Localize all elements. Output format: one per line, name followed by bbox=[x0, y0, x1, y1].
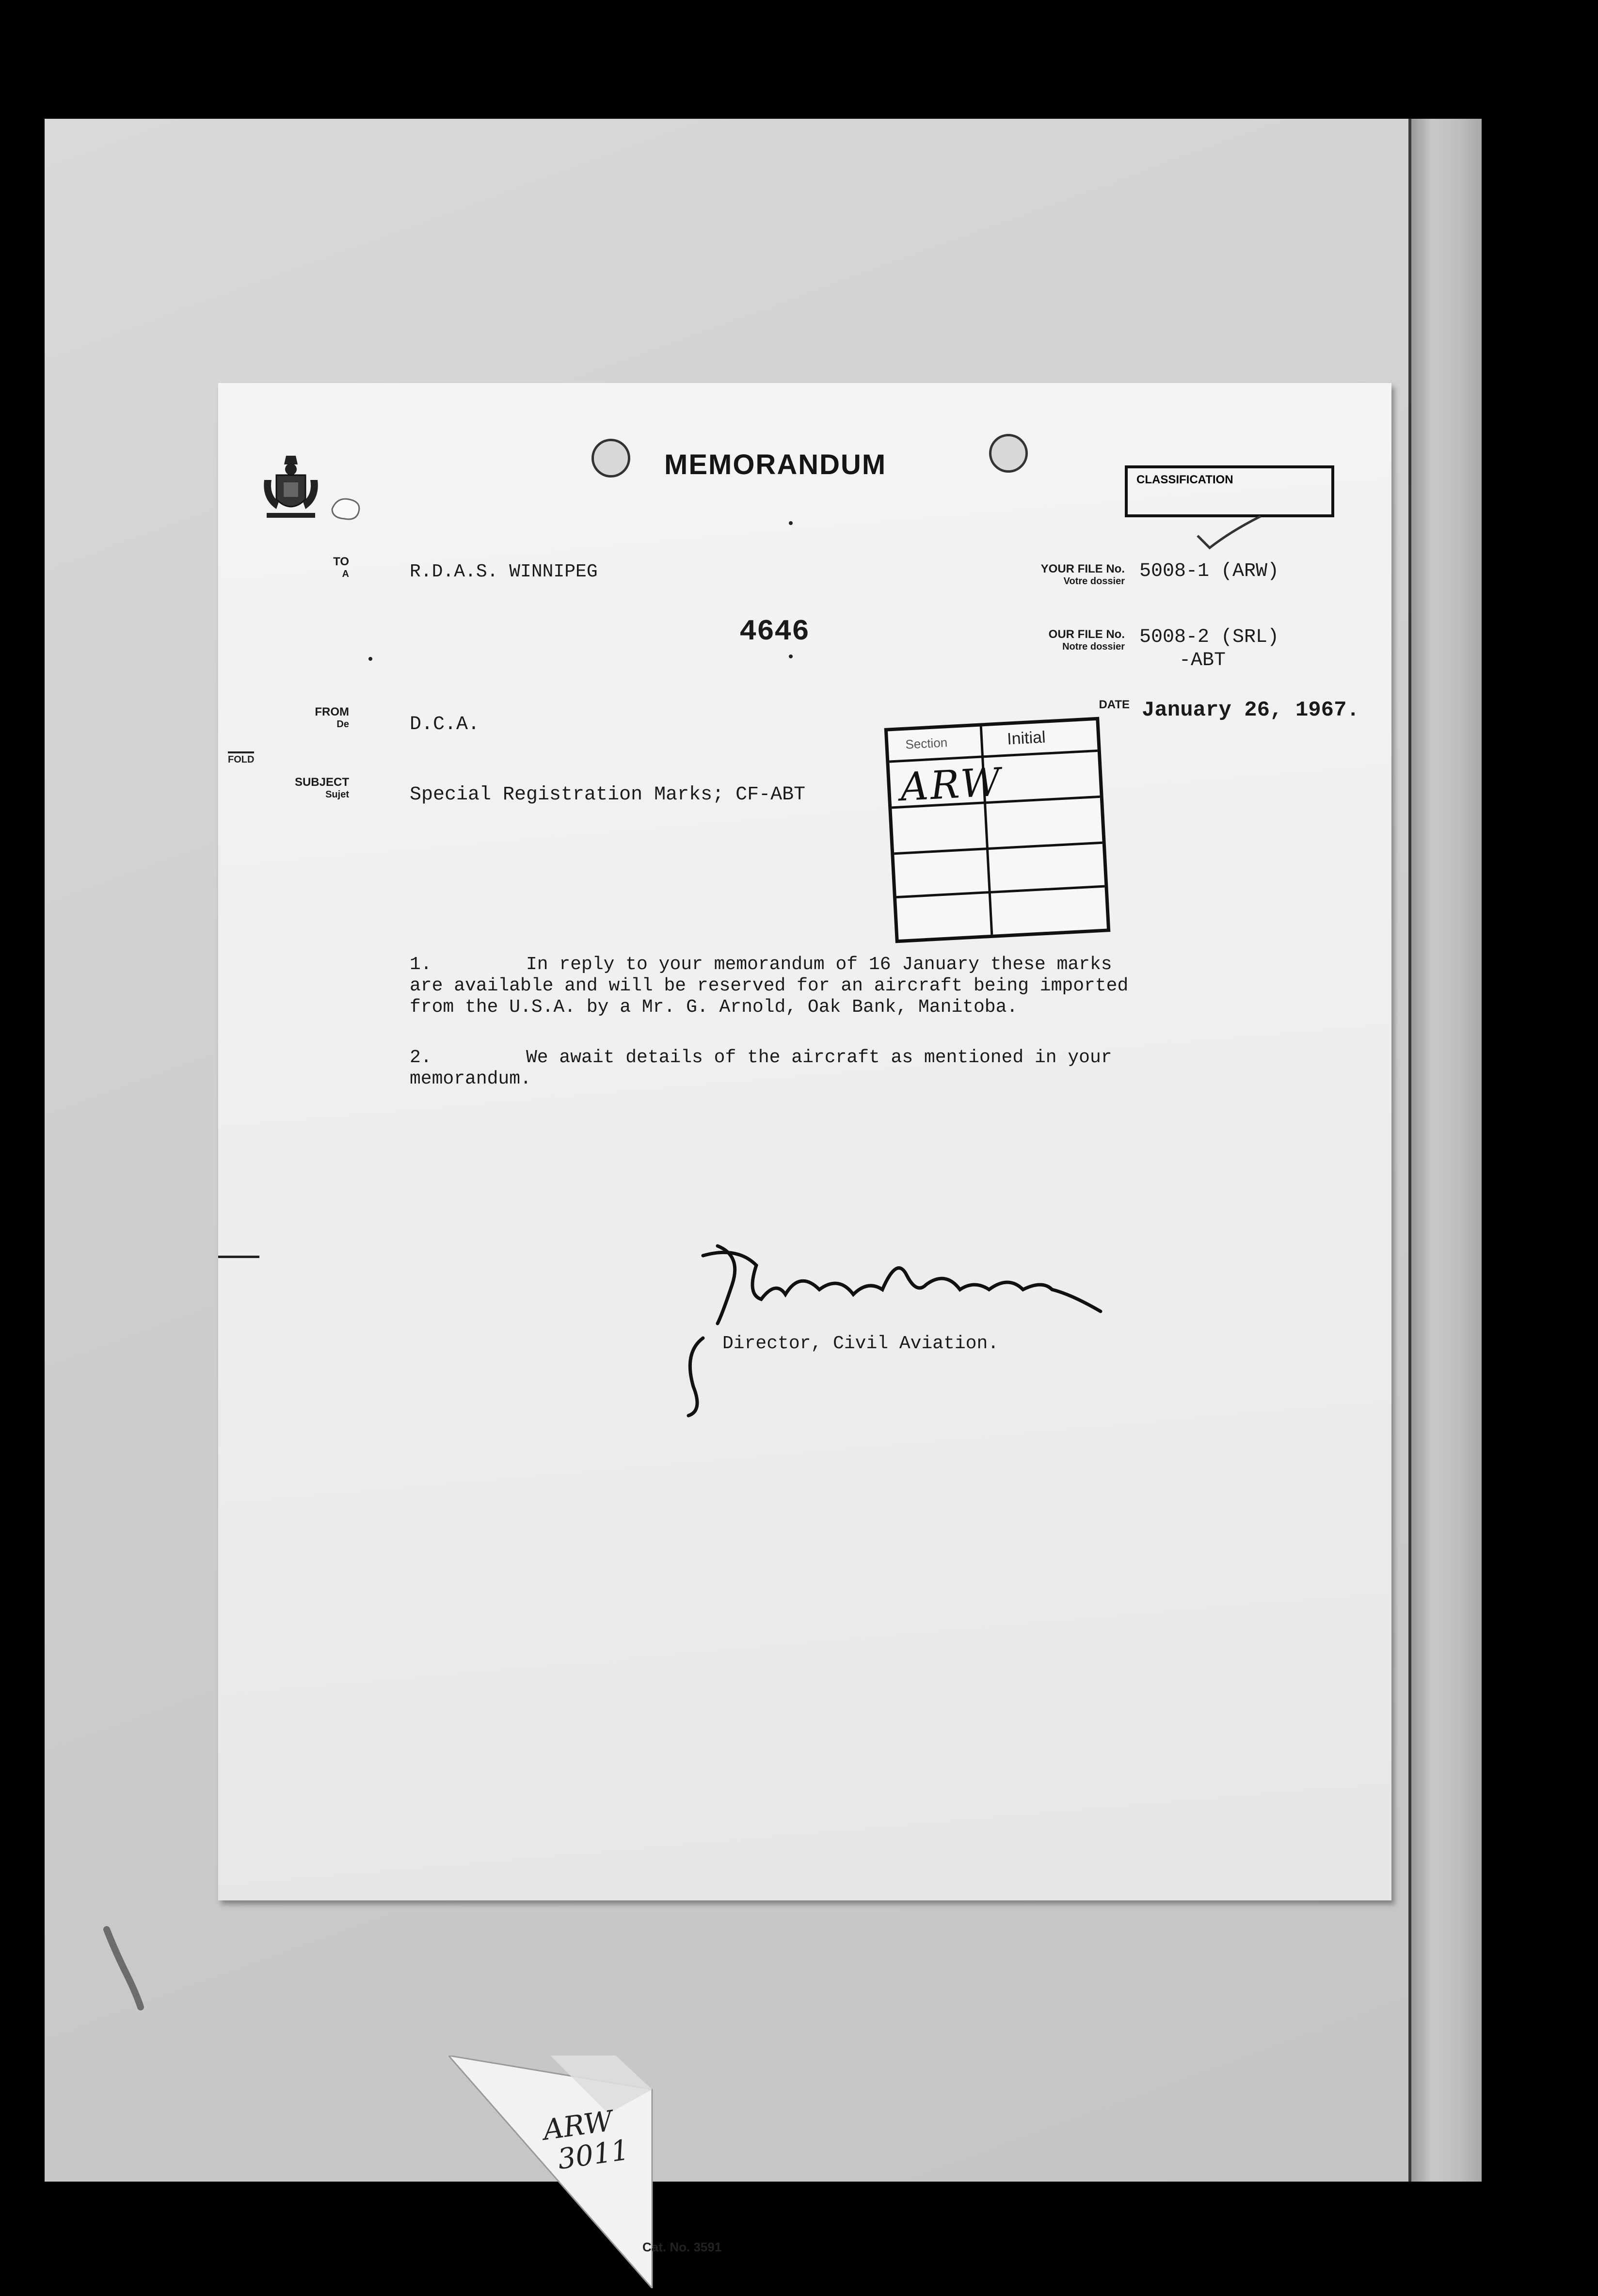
our-file-suffix: -ABT bbox=[1179, 650, 1226, 671]
fold-note-line-2: 3011 bbox=[555, 2133, 631, 2176]
your-file-value: 5008-1 (ARW) bbox=[1139, 560, 1279, 582]
classification-box bbox=[1125, 465, 1334, 517]
memorandum-page bbox=[218, 383, 1391, 2254]
stamp-section-header: Section bbox=[905, 735, 948, 752]
binding-strip bbox=[1408, 119, 1482, 2182]
paragraph-1-line-3: from the U.S.A. by a Mr. G. Arnold, Oak Bank, Manitoba. bbox=[410, 997, 1018, 1018]
fold-mark bbox=[218, 1256, 259, 1258]
document-number: 4646 bbox=[739, 616, 810, 649]
stamp-initials: ARW bbox=[899, 759, 1004, 810]
paragraph-1-line-1: In reply to your memorandum of 16 January these marks bbox=[526, 954, 1112, 975]
catalog-number: Cat. No. 3591 bbox=[642, 2240, 722, 2254]
from-value: D.C.A. bbox=[410, 714, 480, 735]
coat-of-arms-icon bbox=[257, 451, 325, 524]
paragraph-1-line-2: are available and will be reserved for an aircraft being imported bbox=[410, 975, 1129, 996]
paragraph-2-line-1: We await details of the aircraft as mentioned in your bbox=[526, 1047, 1112, 1068]
fold-note-line-1: ARW bbox=[541, 2104, 615, 2147]
subject-label: SUBJECT Sujet bbox=[294, 776, 349, 800]
torn-mark-icon bbox=[330, 494, 364, 524]
paragraph-2-line-2: memorandum. bbox=[410, 1068, 531, 1089]
subject-value: Special Registration Marks; CF-ABT bbox=[410, 784, 806, 806]
mark-dot bbox=[789, 654, 793, 658]
your-file-label: YOUR FILE No. Votre dossier bbox=[1040, 562, 1125, 587]
classification-label: CLASSIFICATION bbox=[1136, 473, 1233, 486]
to-value: R.D.A.S. WINNIPEG bbox=[410, 561, 598, 582]
mark-dot bbox=[789, 521, 793, 525]
date-value: January 26, 1967. bbox=[1142, 698, 1359, 722]
signature-title: Director, Civil Aviation. bbox=[722, 1333, 999, 1354]
memo-title: MEMORANDUM bbox=[664, 449, 887, 480]
date-label: DATE bbox=[1099, 698, 1130, 711]
smudge-mark-icon bbox=[97, 1925, 150, 2012]
routing-stamp bbox=[884, 717, 1111, 943]
fold-label: FOLD bbox=[228, 751, 254, 765]
from-label: FROM De bbox=[315, 705, 349, 730]
paragraph-1-number: 1. bbox=[410, 954, 432, 975]
our-file-label: OUR FILE No. Notre dossier bbox=[1048, 628, 1125, 652]
paragraph-2-number: 2. bbox=[410, 1047, 432, 1068]
to-label: TO A bbox=[333, 555, 349, 579]
our-file-value: 5008-2 (SRL) bbox=[1139, 626, 1279, 648]
mark-dot bbox=[368, 657, 372, 661]
checkmark-icon bbox=[1193, 514, 1265, 553]
punch-hole-left bbox=[591, 439, 630, 478]
folded-corner bbox=[448, 2056, 667, 2288]
signature-icon bbox=[674, 1227, 1159, 1420]
punch-hole-right bbox=[989, 434, 1028, 473]
stamp-initial-header: Initial bbox=[1007, 728, 1046, 749]
